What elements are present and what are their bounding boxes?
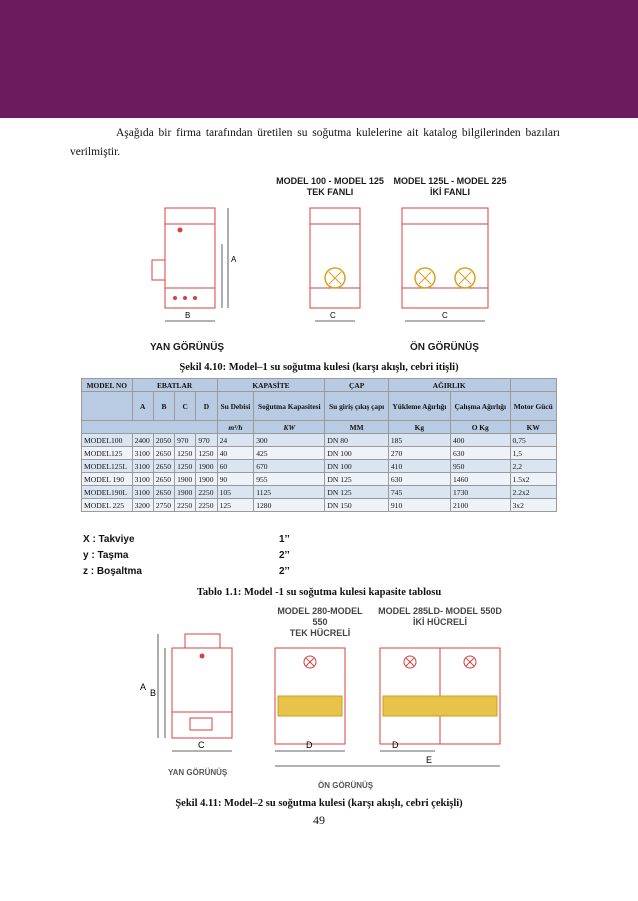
table-cell: 60 — [217, 460, 254, 473]
table-cell: 90 — [217, 473, 254, 486]
table-cell: 1125 — [254, 486, 325, 499]
table-cell: 3100 — [132, 447, 153, 460]
table-cell: 270 — [388, 447, 450, 460]
table-row — [82, 447, 557, 460]
table-cell: 1460 — [450, 473, 510, 486]
figure2-title-right-text: MODEL 285LD- MODEL 550D — [378, 606, 502, 616]
legend-item — [83, 550, 290, 561]
table-cell: 1250 — [175, 460, 196, 473]
table-cell: 1250 — [196, 447, 217, 460]
table-header-row-2 — [82, 392, 557, 421]
table-cell: 2250 — [175, 499, 196, 512]
table-cell: MODEL 190 — [82, 473, 133, 486]
figure1-caption: Şekil 4.10: Model–1 su soğutma kulesi (karşı akışlı, cebri itişli) — [179, 362, 459, 373]
figure2-dim-d-single: D — [306, 740, 313, 750]
table-cell: MODEL 225 — [82, 499, 133, 512]
table-cell: MODEL125 — [82, 447, 133, 460]
table-cell: 970 — [196, 434, 217, 447]
table-cell: 3100 — [132, 473, 153, 486]
figure2-front-double — [380, 648, 500, 744]
table-cell: 955 — [254, 473, 325, 486]
th-units-blank — [82, 421, 218, 434]
table-cell: 630 — [450, 447, 510, 460]
th-unit-yukleme: Kg — [388, 421, 450, 434]
legend-value: 2’’ — [279, 566, 290, 577]
table-row — [82, 473, 557, 486]
table-header-row-1 — [82, 379, 557, 392]
th-su-debisi: Su Debisi — [217, 392, 254, 421]
table-cell: 0,75 — [510, 434, 557, 447]
figure1-side-view-label: YAN GÖRÜNÜŞ — [150, 342, 225, 353]
table-cell: 1280 — [254, 499, 325, 512]
th-yukleme: Yükleme Ağırlığı — [388, 392, 450, 421]
table-body — [82, 434, 557, 512]
table-cell: 1250 — [175, 447, 196, 460]
table-cell: 950 — [450, 460, 510, 473]
table-cell: 2650 — [153, 473, 174, 486]
figure2-subtitle-left: TEK HÜCRELİ — [289, 628, 351, 638]
table-cell: DN 100 — [325, 447, 388, 460]
th-motor: Motor Gücü — [510, 392, 557, 421]
table-cell: MODEL100 — [82, 434, 133, 447]
th-unit-su-debisi: m³/h — [217, 421, 254, 434]
figure2-front-view-label: ÖN GÖRÜNÜŞ — [318, 781, 374, 790]
table-cell: MODEL125L — [82, 460, 133, 473]
th-c: C — [175, 392, 196, 421]
figure1-drawing — [140, 196, 520, 346]
header-band — [0, 0, 638, 118]
table-row — [82, 499, 557, 512]
table-cell: 2.2x2 — [510, 486, 557, 499]
table-cell: DN 125 — [325, 486, 388, 499]
figure1-dim-a: A — [231, 255, 237, 264]
figure2-dim-d-double: D — [392, 740, 399, 750]
capacity-table — [81, 378, 557, 512]
figure1-title-left-text: MODEL 100 - MODEL 125 — [276, 176, 384, 186]
table-cell: DN 80 — [325, 434, 388, 447]
th-model-no: MODEL NO — [82, 379, 133, 392]
th-a: A — [132, 392, 153, 421]
figure1-front-single — [310, 208, 360, 308]
table-cell: 400 — [450, 434, 510, 447]
table-cell: 3x2 — [510, 499, 557, 512]
table-cell: 1900 — [196, 460, 217, 473]
legend-label: z : Boşaltma — [83, 566, 142, 577]
figure2-dim-a: A — [140, 682, 147, 692]
legend-value: 1’’ — [279, 534, 290, 545]
legend-value: 2’’ — [279, 550, 290, 561]
figure1-title-right-text: MODEL 125L - MODEL 225 — [393, 176, 507, 186]
table-cell: 24 — [217, 434, 254, 447]
table-cell: 2750 — [153, 499, 174, 512]
figure1-title-left — [270, 176, 390, 198]
table-cell: 2650 — [153, 486, 174, 499]
figure1-title-right — [390, 176, 510, 198]
table-cell: 910 — [388, 499, 450, 512]
table-cell: 2650 — [153, 460, 174, 473]
figure2-dim-c: C — [198, 740, 205, 750]
th-unit-sogutma: KW — [254, 421, 325, 434]
table-cell: 630 — [388, 473, 450, 486]
legend-item — [83, 566, 290, 577]
th-empty — [510, 379, 557, 392]
figure1-side-view — [152, 208, 215, 308]
table-cell: 2400 — [132, 434, 153, 447]
th-cap: ÇAP — [325, 379, 388, 392]
th-b: B — [153, 392, 174, 421]
figure1-dimensions — [165, 208, 485, 321]
table-cell: 1,5 — [510, 447, 557, 460]
table-cell: 2250 — [196, 486, 217, 499]
table-cell: 2650 — [153, 447, 174, 460]
th-ebatlar: EBATLAR — [132, 379, 217, 392]
figure2-title-left-text: MODEL 280-MODEL 550 — [277, 606, 363, 627]
figure2-subtitle-right: İKİ HÜCRELİ — [413, 617, 467, 627]
table-cell: 3200 — [132, 499, 153, 512]
table-cell: 2,2 — [510, 460, 557, 473]
table-cell: 2050 — [153, 434, 174, 447]
table-cell: 125 — [217, 499, 254, 512]
table-cell: 970 — [175, 434, 196, 447]
table-cell: 3100 — [132, 486, 153, 499]
th-calisma: Çalışma Ağırlığı — [450, 392, 510, 421]
th-agirlik: AĞIRLIK — [388, 379, 510, 392]
table-caption: Tablo 1.1: Model -1 su soğutma kulesi kapasite tablosu — [196, 587, 442, 598]
figure2-side-view-label: YAN GÖRÜNÜŞ — [168, 768, 228, 777]
figure2-caption: Şekil 4.11: Model–2 su soğutma kulesi (karşı akışlı, cebri çekişli) — [175, 798, 463, 809]
figure1-subtitle-right: İKİ FANLI — [430, 187, 470, 197]
table-row — [82, 460, 557, 473]
table-cell: 1730 — [450, 486, 510, 499]
table-cell: 185 — [388, 434, 450, 447]
th-sogutma: Soğutma Kapasitesi — [254, 392, 325, 421]
figure2-front-single — [275, 648, 345, 744]
table-cell: DN 100 — [325, 460, 388, 473]
table-cell: 105 — [217, 486, 254, 499]
table-cell: 670 — [254, 460, 325, 473]
intro-paragraph: Aşağıda bir firma tarafından üretilen su soğutma kulelerine ait katalog bilgilerinden bazıları verilmiştir. — [70, 127, 560, 158]
figure1-dim-c-single: C — [330, 311, 336, 320]
legend-label: X : Takviye — [83, 534, 135, 545]
table-cell: DN 125 — [325, 473, 388, 486]
legend-label: y : Taşma — [83, 550, 129, 561]
table-cell: 1.5x2 — [510, 473, 557, 486]
page-number: 49 — [313, 813, 325, 827]
figure2-dim-e: E — [426, 755, 433, 765]
th-d: D — [196, 392, 217, 421]
figure1-front-double — [402, 208, 488, 308]
figure2-side-view — [172, 634, 232, 738]
legend-item — [83, 534, 290, 545]
table-cell: 300 — [254, 434, 325, 447]
figure2-drawing — [130, 626, 520, 790]
table-cell: 1900 — [196, 473, 217, 486]
table-cell: 1900 — [175, 486, 196, 499]
table-cell: 1900 — [175, 473, 196, 486]
figure2-dim-b: B — [150, 688, 157, 698]
table-cell: 40 — [217, 447, 254, 460]
table-cell: 3100 — [132, 460, 153, 473]
figure1-dim-b: B — [185, 311, 191, 320]
th-unit-calisma: O Kg — [450, 421, 510, 434]
th-unit-cap: MM — [325, 421, 388, 434]
figure1-subtitle-left: TEK FANLI — [306, 187, 354, 197]
figure1-front-view-label: ÖN GÖRÜNÜŞ — [410, 342, 479, 353]
th-su-giris: Su giriş çıkış çapı — [325, 392, 388, 421]
table-cell: 425 — [254, 447, 325, 460]
figure1-dim-c-double: C — [442, 311, 448, 320]
th-unit-motor: KW — [510, 421, 557, 434]
th-blank — [82, 392, 133, 421]
th-kapasite: KAPASİTE — [217, 379, 325, 392]
table-row — [82, 486, 557, 499]
figure2-title-right — [375, 606, 505, 628]
table-unit-row — [82, 421, 557, 434]
table-cell: 2100 — [450, 499, 510, 512]
table-cell: 745 — [388, 486, 450, 499]
table-cell: 410 — [388, 460, 450, 473]
table-cell: DN 150 — [325, 499, 388, 512]
table-cell: 2250 — [196, 499, 217, 512]
table-cell: MODEL190L — [82, 486, 133, 499]
table-row — [82, 434, 557, 447]
